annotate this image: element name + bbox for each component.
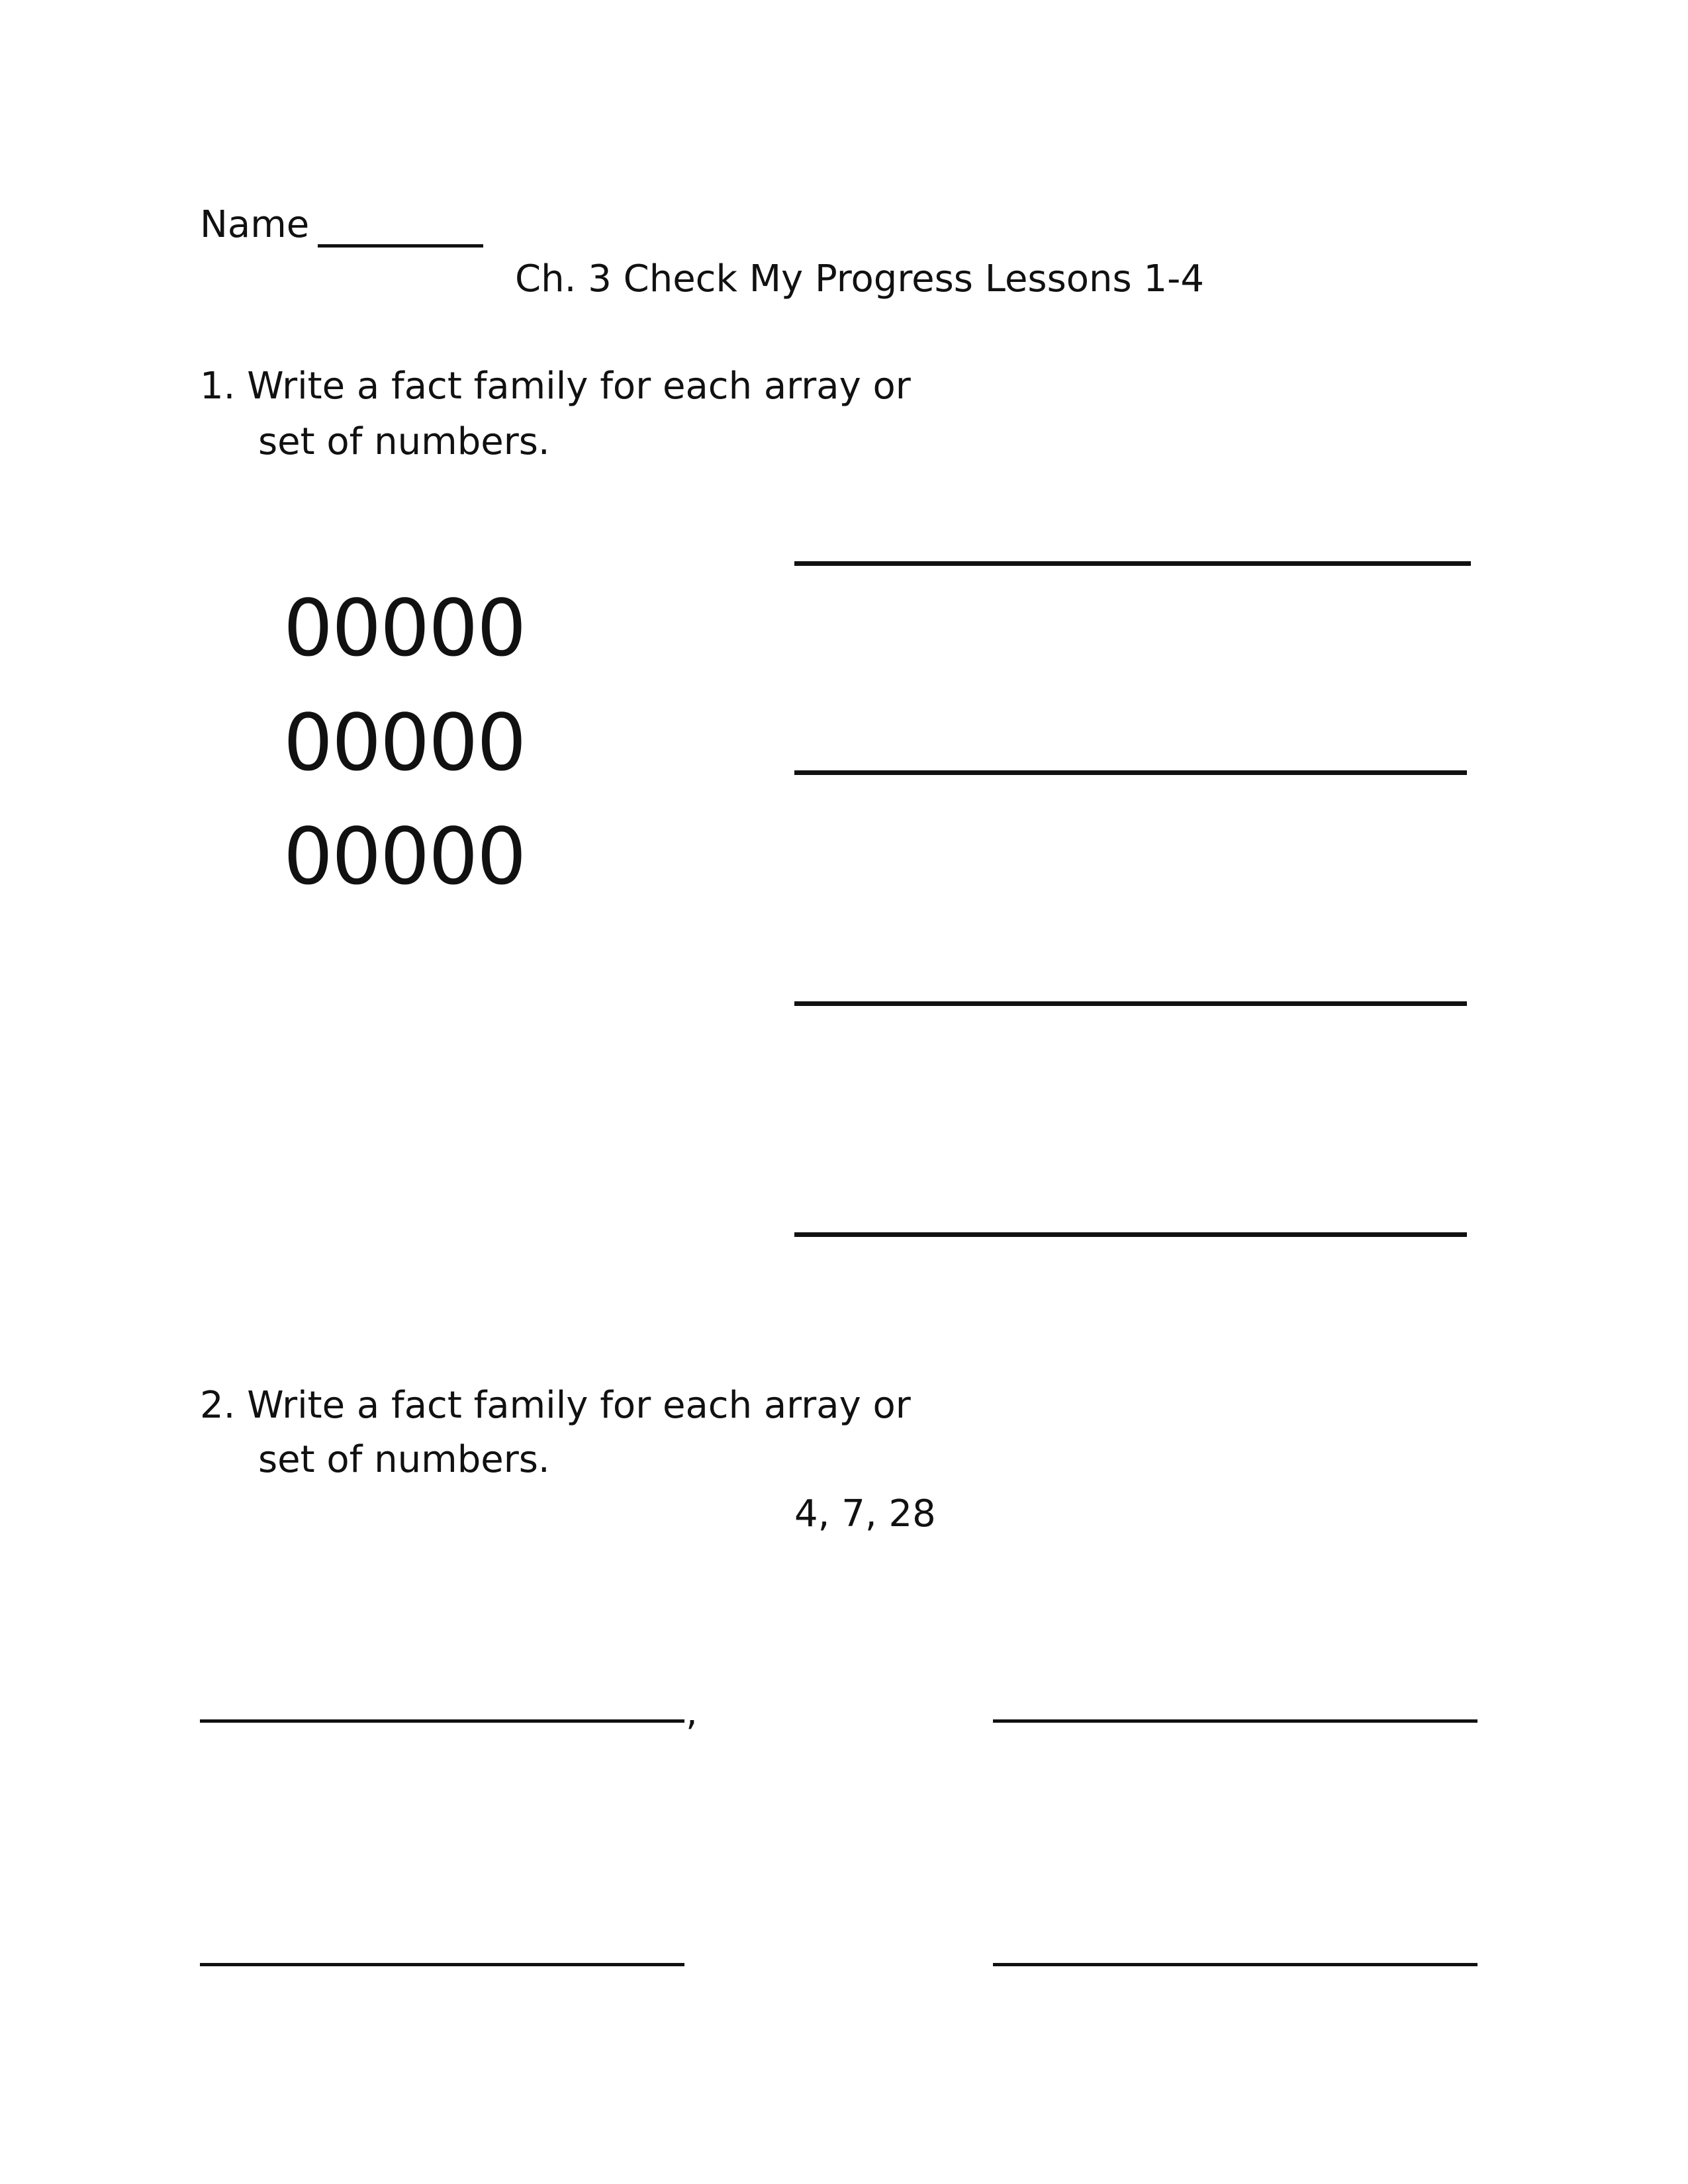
number-set: 4, 7, 28 xyxy=(794,1492,936,1535)
q1-answer-blank-4[interactable] xyxy=(794,1232,1467,1237)
array-row-2: 00000 xyxy=(283,697,526,788)
question-2-prompt-line-2: set of numbers. xyxy=(258,1438,550,1481)
name-label: Name xyxy=(200,203,310,246)
q1-answer-blank-3[interactable] xyxy=(794,1001,1467,1006)
name-blank[interactable] xyxy=(318,244,483,248)
answer-comma: , xyxy=(686,1691,698,1734)
question-1-prompt-line-2: set of numbers. xyxy=(258,420,550,463)
question-1-prompt-line-1: 1. Write a fact family for each array or xyxy=(200,365,911,408)
q2-answer-blank-4[interactable] xyxy=(993,1963,1477,1966)
array-row-3: 00000 xyxy=(283,811,526,902)
q2-answer-blank-2[interactable] xyxy=(993,1719,1477,1723)
q1-answer-blank-2[interactable] xyxy=(794,770,1467,775)
page-title: Ch. 3 Check My Progress Lessons 1-4 xyxy=(515,257,1204,300)
question-2-prompt-line-1: 2. Write a fact family for each array or xyxy=(200,1384,911,1427)
q2-answer-blank-1[interactable] xyxy=(200,1719,684,1723)
q2-answer-blank-3[interactable] xyxy=(200,1963,684,1966)
q1-answer-blank-1[interactable] xyxy=(794,561,1471,566)
array-row-1: 00000 xyxy=(283,582,526,674)
